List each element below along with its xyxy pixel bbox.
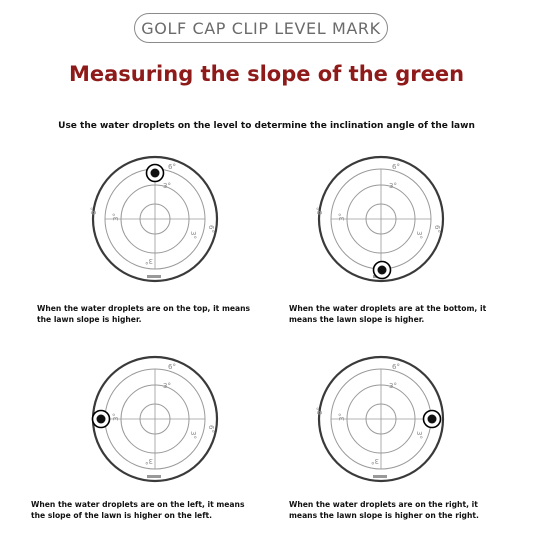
svg-text:3°: 3° — [338, 213, 346, 221]
caption-left: When the water droplets are on the left, it means the slope of the lawn is higher on the left. — [31, 500, 245, 520]
level-diagram-bottom — [317, 155, 445, 283]
mark-3-right: 3° — [189, 231, 197, 239]
svg-text:3°: 3° — [389, 182, 397, 190]
page-subtitle: Use the water droplets on the level to determine the inclination angle of the lawn — [58, 121, 475, 131]
svg-text:6°: 6° — [433, 225, 441, 233]
svg-text:6°: 6° — [316, 207, 324, 215]
svg-text:3°: 3° — [189, 431, 197, 439]
mark-6-top: 6° — [168, 163, 176, 171]
water-droplet — [93, 411, 110, 428]
mark-3-bottom: 3° — [145, 257, 153, 265]
svg-text:3°: 3° — [389, 382, 397, 390]
mark-6-left: 6° — [90, 207, 98, 215]
mark-3-top: 3° — [163, 182, 171, 190]
svg-text:3°: 3° — [112, 413, 120, 421]
svg-text:6°: 6° — [207, 425, 215, 433]
water-droplet — [374, 262, 391, 279]
product-badge — [134, 13, 388, 43]
svg-text:6°: 6° — [316, 407, 324, 415]
svg-text:3°: 3° — [415, 431, 423, 439]
maker-logo — [147, 275, 161, 278]
water-droplet — [424, 411, 441, 428]
svg-text:3°: 3° — [415, 231, 423, 239]
svg-text:6°: 6° — [392, 163, 400, 171]
mark-6-right: 6° — [207, 225, 215, 233]
page-title: Measuring the slope of the green — [68, 62, 465, 86]
caption-bottom: When the water droplets are at the bottom, it means the lawn slope is higher. — [289, 304, 487, 324]
svg-text:3°: 3° — [145, 457, 153, 465]
svg-text:3°: 3° — [371, 457, 379, 465]
level-diagram-left — [91, 355, 219, 483]
product-badge-label: GOLF CAP CLIP LEVEL MARK — [141, 18, 381, 38]
level-diagram-right — [317, 355, 445, 483]
level-diagram-top — [91, 155, 219, 283]
svg-text:3°: 3° — [163, 382, 171, 390]
svg-text:3°: 3° — [338, 413, 346, 421]
svg-text:6°: 6° — [392, 363, 400, 371]
mark-3-left: 3° — [112, 213, 120, 221]
caption-top: When the water droplets are on the top, it means the lawn slope is higher. — [37, 304, 251, 324]
caption-right: When the water droplets are on the right, it means the lawn slope is higher on the right. — [289, 500, 479, 520]
svg-text:6°: 6° — [168, 363, 176, 371]
water-droplet — [147, 165, 164, 182]
